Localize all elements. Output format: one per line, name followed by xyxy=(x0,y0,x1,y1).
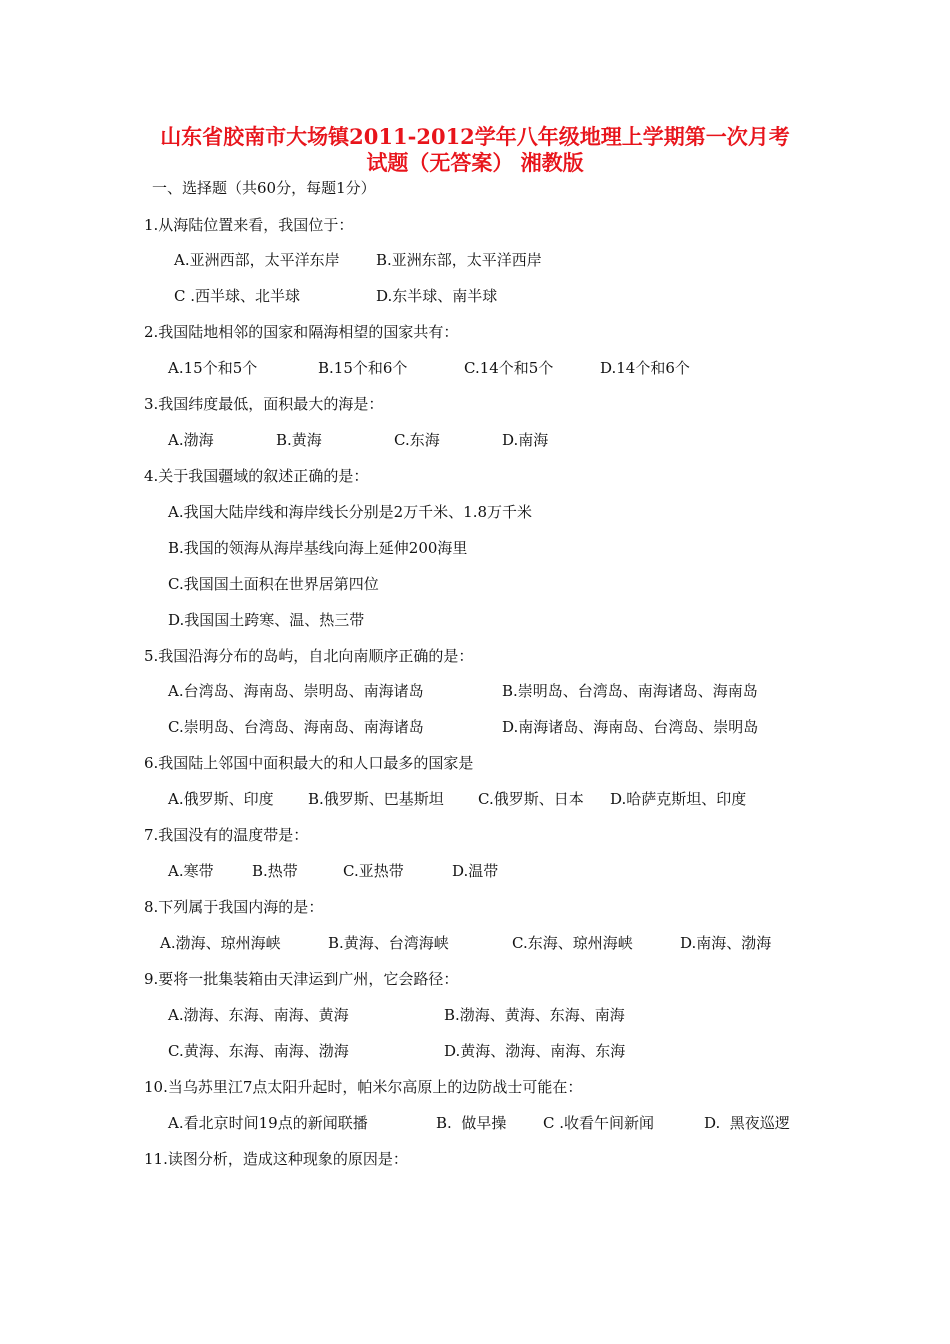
question-1: 1.从海陆位置来看，我国位于： xyxy=(144,216,354,234)
question-10: 10.当乌苏里江7点太阳升起时，帕米尔高原上的边防战士可能在： xyxy=(144,1078,583,1096)
q10-option-c: C .收看午间新闻 xyxy=(543,1114,655,1132)
q3-option-c: C.东海 xyxy=(394,431,440,449)
q1-option-d: D.东半球、南半球 xyxy=(376,287,498,305)
q5-option-b: B.崇明岛、台湾岛、南海诸岛、海南岛 xyxy=(502,682,758,700)
q10-option-d: D. 黑夜巡逻 xyxy=(704,1114,790,1132)
q9-option-c: C.黄海、东海、南海、渤海 xyxy=(168,1042,349,1060)
q8-option-d: D.南海、渤海 xyxy=(680,934,772,952)
q7-option-b: B.热带 xyxy=(252,862,298,880)
question-7: 7.我国没有的温度带是： xyxy=(144,826,309,844)
question-8: 8.下列属于我国内海的是： xyxy=(144,898,324,916)
q5-option-d: D.南海诸岛、海南岛、台湾岛、崇明岛 xyxy=(502,718,759,736)
q8-option-a: A.渤海、琼州海峡 xyxy=(160,934,281,952)
q8-option-b: B.黄海、台湾海峡 xyxy=(328,934,449,952)
q2-option-c: C.14个和5个 xyxy=(464,359,554,377)
q9-option-a: A.渤海、东海、南海、黄海 xyxy=(168,1006,349,1024)
q5-option-a: A.台湾岛、海南岛、崇明岛、南海诸岛 xyxy=(168,682,424,700)
question-11: 11.读图分析，造成这种现象的原因是： xyxy=(144,1150,408,1168)
q3-option-d: D.南海 xyxy=(502,431,549,449)
q9-option-d: D.黄海、渤海、南海、东海 xyxy=(444,1042,626,1060)
q3-option-b: B.黄海 xyxy=(276,431,322,449)
q4-option-c: C.我国国土面积在世界居第四位 xyxy=(168,575,379,593)
q6-option-a: A.俄罗斯、印度 xyxy=(168,790,274,808)
q6-option-b: B.俄罗斯、巴基斯坦 xyxy=(308,790,444,808)
q6-option-d: D.哈萨克斯坦、印度 xyxy=(610,790,747,808)
q7-option-a: A.寒带 xyxy=(168,862,214,880)
question-5: 5.我国沿海分布的岛屿，自北向南顺序正确的是： xyxy=(144,647,474,665)
q4-option-b: B.我国的领海从海岸基线向海上延伸200海里 xyxy=(168,539,468,557)
q1-option-a: A.亚洲西部，太平洋东岸 xyxy=(174,251,340,269)
q1-option-b: B.亚洲东部，太平洋西岸 xyxy=(376,251,542,269)
q10-option-a: A.看北京时间19点的新闻联播 xyxy=(168,1114,368,1132)
q6-option-c: C.俄罗斯、日本 xyxy=(478,790,584,808)
question-2: 2.我国陆地相邻的国家和隔海相望的国家共有： xyxy=(144,323,459,341)
q5-option-c: C.崇明岛、台湾岛、海南岛、南海诸岛 xyxy=(168,718,424,736)
q2-option-a: A.15个和5个 xyxy=(168,359,258,377)
q1-option-c: C .西半球、北半球 xyxy=(174,287,301,305)
q4-option-d: D.我国国土跨寒、温、热三带 xyxy=(168,611,365,629)
q2-option-b: B.15个和6个 xyxy=(318,359,408,377)
document-title-line2: 试题（无答案） 湘教版 xyxy=(366,150,584,175)
section-heading: 一、选择题（共60分，每题1分） xyxy=(152,179,376,197)
question-9: 9.要将一批集装箱由天津运到广州，它会路径： xyxy=(144,970,459,988)
q7-option-c: C.亚热带 xyxy=(343,862,404,880)
question-4: 4.关于我国疆域的叙述正确的是： xyxy=(144,467,369,485)
q8-option-c: C.东海、琼州海峡 xyxy=(512,934,633,952)
q7-option-d: D.温带 xyxy=(452,862,499,880)
document-title-line1: 山东省胶南市大场镇2011-2012学年八年级地理上学期第一次月考 xyxy=(160,124,790,149)
q2-option-d: D.14个和6个 xyxy=(600,359,690,377)
q3-option-a: A.渤海 xyxy=(168,431,214,449)
question-6: 6.我国陆上邻国中面积最大的和人口最多的国家是 xyxy=(144,754,474,772)
q9-option-b: B.渤海、黄海、东海、南海 xyxy=(444,1006,625,1024)
question-3: 3.我国纬度最低，面积最大的海是： xyxy=(144,395,384,413)
q4-option-a: A.我国大陆岸线和海岸线长分别是2万千米、1.8万千米 xyxy=(168,503,533,521)
q10-option-b: B. 做早操 xyxy=(436,1114,507,1132)
